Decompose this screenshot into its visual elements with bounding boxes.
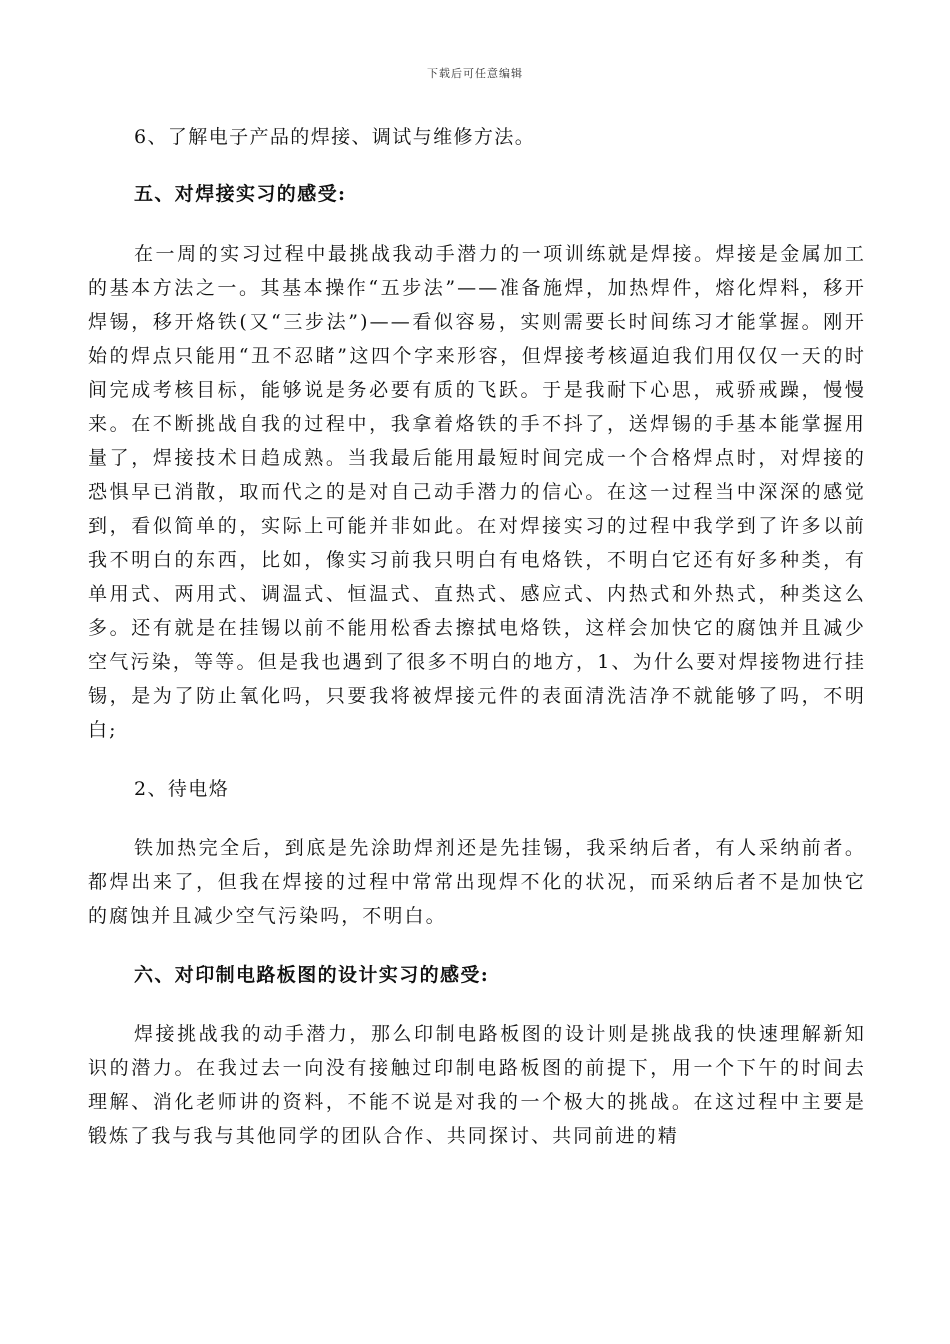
- paragraph-soldering-question: 铁加热完全后，到底是先涂助焊剂还是先挂锡，我采纳后者，有人采纳前者。都焊出来了，但我在焊接的过程中常常出现焊不化的状况，而采纳后者不是加快它的腐蚀并且减少空气污染吗，不明白。: [88, 837, 866, 927]
- document-body: [88, 120, 866, 1153]
- section-heading-5: 五、对焊接实习的感受:: [134, 183, 347, 205]
- paragraph-pcb-design: 焊接挑战我的动手潜力，那么印制电路板图的设计则是挑战我的快速理解新知识的潜力。在我过去一向没有接触过印制电路板图的前提下，用一个下午的时间去理解、消化老师讲的资料，不能不说是对我的一个极大的挑战。在这过程中主要是锻炼了我与我与其他同学的团队合作、共同探讨、共同前进的精: [88, 1023, 866, 1147]
- list-item-6: 6、了解电子产品的焊接、调试与维修方法。: [134, 126, 536, 148]
- list-item-2: 2、待电烙: [134, 778, 230, 800]
- paragraph-welding-experience: 在一周的实习过程中最挑战我动手潜力的一项训练就是焊接。焊接是金属加工的基本方法之一。其基本操作“五步法”——准备施焊，加热焊件，熔化焊料，移开焊锡，移开烙铁(又“三步法”)——看似容易，实则需要长时间练习才能掌握。刚开始的焊点只能用“丑不忍睹”这四个字来形容，但焊接考核逼迫我们用仅仅一天的时间完成考核目标，能够说是务必要有质的飞跃。于是我耐下心思，戒骄戒躁，慢慢来。在不断挑战自我的过程中，我拿着烙铁的手不抖了，送焊锡的手基本能掌握用量了，焊接技术日趋成熟。当我最后能用最短时间完成一个合格焊点时，对焊接的恐惧早已消散，取而代之的是对自己动手潜力的信心。在这一过程当中深深的感觉到，看似简单的，实际上可能并非如此。在对焊接实习的过程中我学到了许多以前我不明白的东西，比如，像实习前我只明白有电烙铁，不明白它还有好多种类，有单用式、两用式、调温式、恒温式、直热式、感应式、内热式和外热式，种类这么多。还有就是在挂锡以前不能用松香去擦拭电烙铁，这样会加快它的腐蚀并且减少空气污染，等等。但是我也遇到了很多不明白的地方，1、为什么要对焊接物进行挂锡，是为了防止氧化吗，只要我将被焊接元件的表面清洗洁净不就能够了吗，不明白;: [88, 243, 866, 741]
- section-heading-6: 六、对印制电路板图的设计实习的感受:: [134, 964, 490, 986]
- page-header: 下载后可任意编辑: [427, 67, 523, 80]
